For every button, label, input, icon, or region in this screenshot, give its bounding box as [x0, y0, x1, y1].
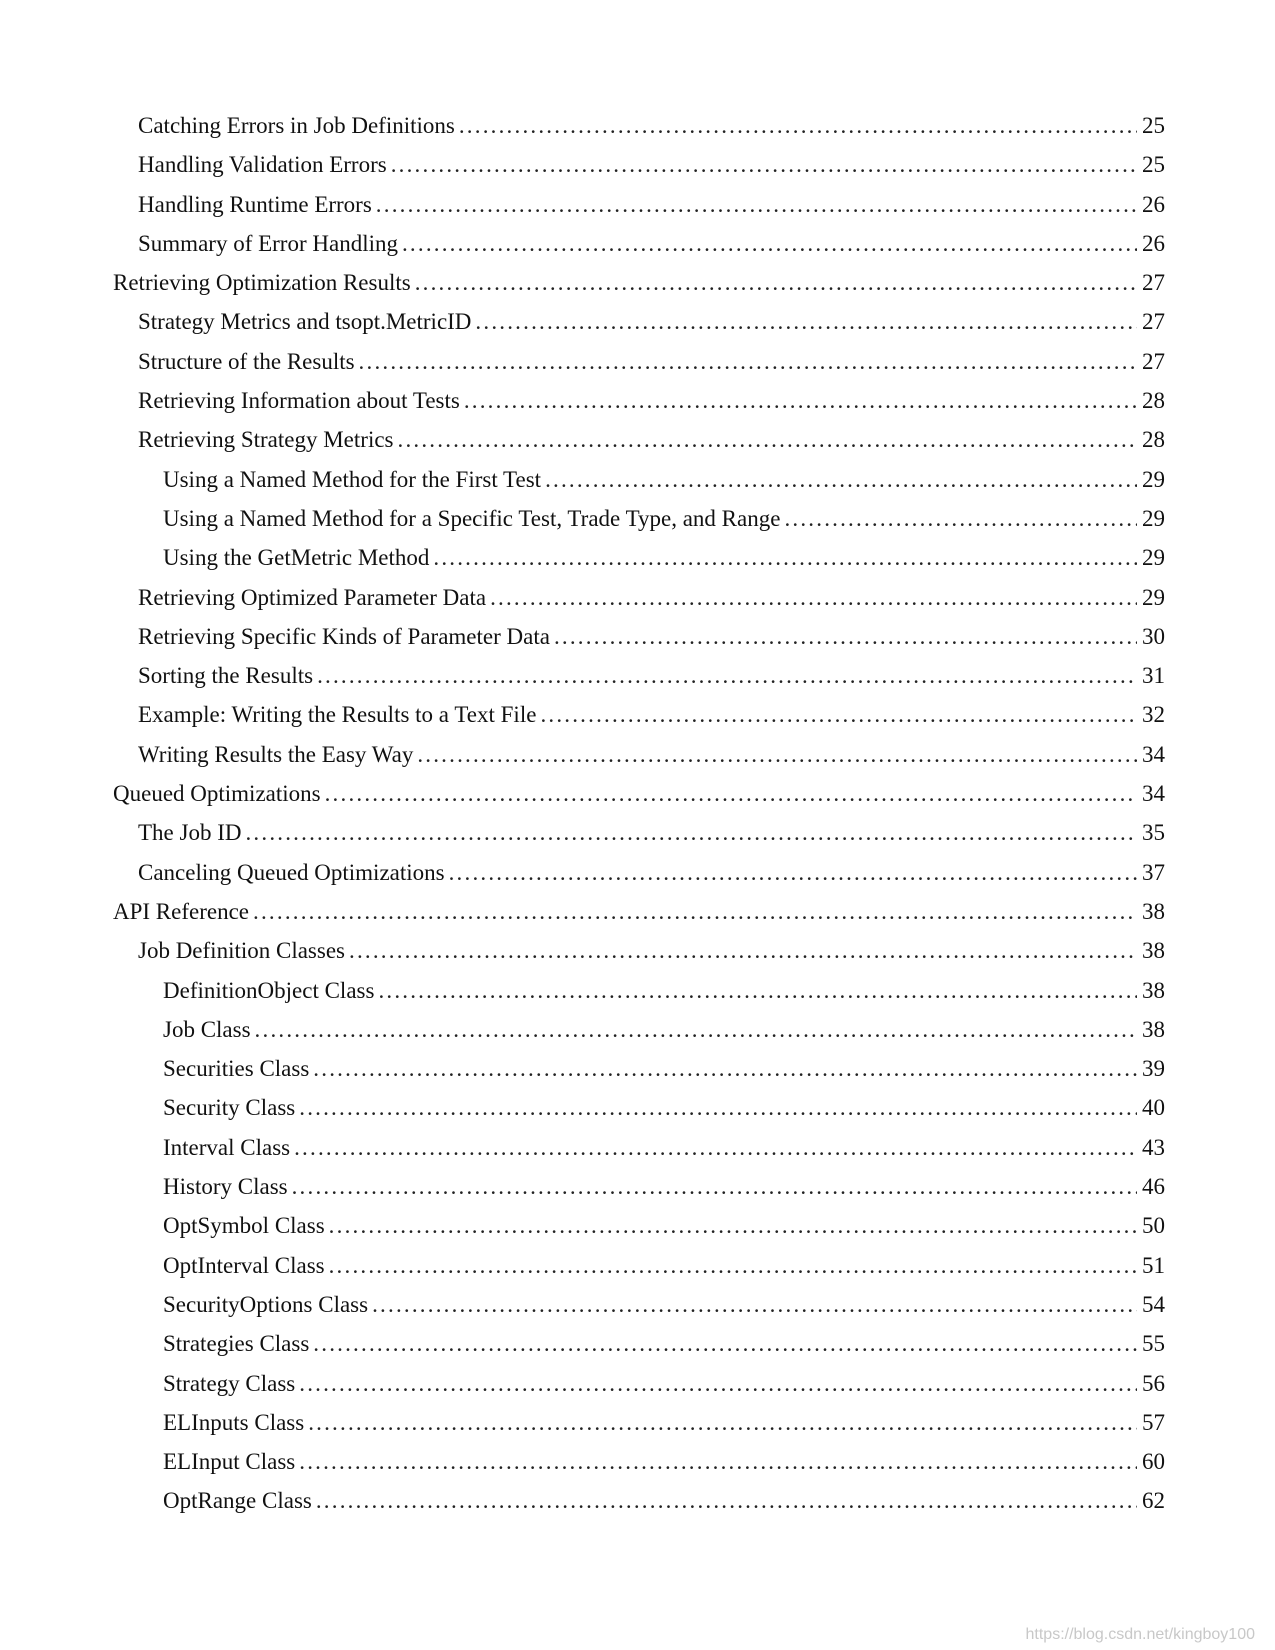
- toc-dot-leader: [376, 185, 1137, 224]
- toc-entry[interactable]: [0, 224, 1275, 263]
- toc-entry-page: 38: [1142, 1016, 1165, 1042]
- toc-dot-leader: [349, 931, 1137, 970]
- toc-entry-title: Strategy Class: [163, 1370, 296, 1396]
- table-of-contents: [0, 106, 1275, 1521]
- toc-entry-title: Summary of Error Handling: [138, 230, 398, 256]
- toc-dot-leader: [308, 1403, 1137, 1442]
- toc-entry[interactable]: [0, 892, 1275, 931]
- toc-entry-page: 38: [1142, 938, 1165, 964]
- toc-entry-page: 34: [1142, 741, 1165, 767]
- toc-entry-title: Example: Writing the Results to a Text File: [138, 702, 537, 728]
- toc-dot-leader: [329, 1206, 1137, 1245]
- toc-entry-page: 34: [1142, 781, 1165, 807]
- toc-entry[interactable]: [0, 1324, 1275, 1363]
- toc-entry-page: 31: [1142, 663, 1165, 689]
- toc-entry[interactable]: [0, 1246, 1275, 1285]
- toc-dot-leader: [294, 1128, 1137, 1167]
- toc-entry-page: 32: [1142, 702, 1165, 728]
- toc-dot-leader: [313, 1049, 1137, 1088]
- toc-dot-leader: [449, 853, 1137, 892]
- toc-entry-title: Sorting the Results: [138, 663, 314, 689]
- toc-entry-title: Security Class: [163, 1095, 296, 1121]
- toc-entry[interactable]: [0, 1442, 1275, 1481]
- toc-entry-page: 38: [1142, 898, 1165, 924]
- toc-dot-leader: [299, 1364, 1137, 1403]
- toc-entry[interactable]: [0, 853, 1275, 892]
- toc-dot-leader: [317, 656, 1137, 695]
- toc-entry-page: 29: [1142, 545, 1165, 571]
- toc-dot-leader: [459, 106, 1137, 145]
- toc-entry-page: 26: [1142, 230, 1165, 256]
- toc-entry[interactable]: [0, 813, 1275, 852]
- toc-entry-title: Structure of the Results: [138, 348, 355, 374]
- toc-dot-leader: [545, 460, 1137, 499]
- toc-entry[interactable]: [0, 538, 1275, 577]
- toc-entry-title: Strategies Class: [163, 1331, 310, 1357]
- toc-dot-leader: [391, 145, 1137, 184]
- toc-entry[interactable]: [0, 420, 1275, 459]
- toc-entry-title: OptInterval Class: [163, 1252, 325, 1278]
- toc-entry-page: 46: [1142, 1174, 1165, 1200]
- toc-entry-title: Using the GetMetric Method: [163, 545, 430, 571]
- toc-entry[interactable]: [0, 1088, 1275, 1127]
- toc-entry-page: 60: [1142, 1449, 1165, 1475]
- toc-entry-page: 37: [1142, 859, 1165, 885]
- toc-entry[interactable]: [0, 931, 1275, 970]
- toc-entry[interactable]: [0, 263, 1275, 302]
- toc-entry-page: 25: [1142, 152, 1165, 178]
- toc-entry-page: 29: [1142, 584, 1165, 610]
- toc-dot-leader: [253, 892, 1137, 931]
- toc-entry-title: ELInputs Class: [163, 1409, 305, 1435]
- toc-dot-leader: [245, 813, 1137, 852]
- toc-entry-title: OptRange Class: [163, 1488, 312, 1514]
- toc-entry[interactable]: [0, 342, 1275, 381]
- toc-dot-leader: [417, 735, 1137, 774]
- toc-entry-title: Retrieving Optimization Results: [113, 270, 411, 296]
- toc-entry[interactable]: [0, 1049, 1275, 1088]
- toc-dot-leader: [313, 1324, 1137, 1363]
- toc-dot-leader: [325, 774, 1137, 813]
- toc-entry-page: 43: [1142, 1134, 1165, 1160]
- toc-entry-page: 29: [1142, 466, 1165, 492]
- toc-entry[interactable]: [0, 617, 1275, 656]
- toc-entry-page: 38: [1142, 977, 1165, 1003]
- toc-entry[interactable]: [0, 735, 1275, 774]
- toc-entry[interactable]: [0, 460, 1275, 499]
- watermark: https://blog.csdn.net/kingboy100: [1025, 1626, 1255, 1643]
- toc-entry-title: Handling Runtime Errors: [138, 191, 372, 217]
- toc-entry-title: Securities Class: [163, 1056, 310, 1082]
- toc-dot-leader: [490, 578, 1137, 617]
- toc-entry-page: 27: [1142, 348, 1165, 374]
- toc-dot-leader: [475, 302, 1137, 341]
- toc-entry[interactable]: [0, 971, 1275, 1010]
- toc-dot-leader: [784, 499, 1137, 538]
- toc-entry-page: 27: [1142, 270, 1165, 296]
- toc-entry-page: 54: [1142, 1291, 1165, 1317]
- toc-dot-leader: [329, 1246, 1137, 1285]
- toc-entry-title: Writing Results the Easy Way: [138, 741, 414, 767]
- toc-entry-page: 62: [1142, 1488, 1165, 1514]
- toc-dot-leader: [378, 971, 1137, 1010]
- toc-entry-title: Canceling Queued Optimizations: [138, 859, 445, 885]
- toc-entry-title: History Class: [163, 1174, 288, 1200]
- toc-entry-title: Catching Errors in Job Definitions: [138, 113, 455, 138]
- toc-entry-page: 29: [1142, 505, 1165, 531]
- toc-entry-title: Job Class: [163, 1016, 251, 1042]
- toc-entry[interactable]: [0, 185, 1275, 224]
- toc-entry[interactable]: [0, 578, 1275, 617]
- toc-entry-title: Using a Named Method for a Specific Test, Trade Type, and Range: [163, 505, 781, 531]
- toc-entry-page: 55: [1142, 1331, 1165, 1357]
- toc-entry-page: 50: [1142, 1213, 1165, 1239]
- toc-entry[interactable]: [0, 1206, 1275, 1245]
- toc-entry-title: DefinitionObject Class: [163, 977, 375, 1003]
- toc-entry-title: Interval Class: [163, 1134, 291, 1160]
- toc-entry-page: 51: [1142, 1252, 1165, 1278]
- toc-entry[interactable]: [0, 695, 1275, 734]
- toc-dot-leader: [433, 538, 1137, 577]
- toc-dot-leader: [372, 1285, 1137, 1324]
- toc-dot-leader: [554, 617, 1137, 656]
- toc-entry[interactable]: [0, 1285, 1275, 1324]
- toc-dot-leader: [398, 420, 1138, 459]
- toc-entry-page: 28: [1142, 388, 1165, 414]
- toc-entry-title: Queued Optimizations: [113, 781, 321, 807]
- toc-entry-page: 35: [1142, 820, 1165, 846]
- toc-dot-leader: [464, 381, 1137, 420]
- toc-entry-page: 57: [1142, 1409, 1165, 1435]
- toc-entry-title: Retrieving Strategy Metrics: [138, 427, 394, 453]
- toc-dot-leader: [359, 342, 1137, 381]
- toc-dot-leader: [316, 1481, 1137, 1520]
- toc-entry-title: Handling Validation Errors: [138, 152, 387, 178]
- toc-dot-leader: [415, 263, 1137, 302]
- toc-entry-title: Retrieving Optimized Parameter Data: [138, 584, 487, 610]
- toc-entry-page: 28: [1142, 427, 1165, 453]
- toc-entry-page: 56: [1142, 1370, 1165, 1396]
- toc-dot-leader: [299, 1088, 1137, 1127]
- toc-entry[interactable]: [0, 499, 1275, 538]
- toc-entry[interactable]: [0, 106, 1275, 145]
- toc-entry[interactable]: [0, 145, 1275, 184]
- toc-entry-title: Retrieving Information about Tests: [138, 388, 460, 414]
- toc-entry-page: 30: [1142, 623, 1165, 649]
- toc-dot-leader: [540, 695, 1137, 734]
- toc-entry[interactable]: [0, 1403, 1275, 1442]
- toc-entry-title: Strategy Metrics and tsopt.MetricID: [138, 309, 472, 335]
- toc-entry[interactable]: [0, 381, 1275, 420]
- toc-entry[interactable]: [0, 1167, 1275, 1206]
- toc-dot-leader: [299, 1442, 1137, 1481]
- toc-entry-title: Retrieving Specific Kinds of Parameter Data: [138, 623, 550, 649]
- toc-entry[interactable]: [0, 1481, 1275, 1520]
- toc-entry[interactable]: [0, 774, 1275, 813]
- toc-entry-page: 25: [1142, 113, 1165, 138]
- toc-entry[interactable]: [0, 656, 1275, 695]
- toc-entry[interactable]: [0, 1364, 1275, 1403]
- toc-entry-title: ELInput Class: [163, 1449, 296, 1475]
- toc-entry-title: OptSymbol Class: [163, 1213, 325, 1239]
- toc-entry-page: 26: [1142, 191, 1165, 217]
- toc-entry[interactable]: [0, 1128, 1275, 1167]
- toc-entry[interactable]: [0, 1010, 1275, 1049]
- toc-entry-title: Using a Named Method for the First Test: [163, 466, 542, 492]
- toc-entry-title: Job Definition Classes: [138, 938, 345, 964]
- toc-entry-page: 40: [1142, 1095, 1165, 1121]
- toc-dot-leader: [255, 1010, 1137, 1049]
- toc-dot-leader: [402, 224, 1137, 263]
- toc-entry-title: The Job ID: [138, 820, 242, 846]
- toc-dot-leader: [292, 1167, 1137, 1206]
- toc-entry-page: 27: [1142, 309, 1165, 335]
- toc-entry-page: 39: [1142, 1056, 1165, 1082]
- toc-entry-title: API Reference: [113, 898, 250, 924]
- toc-entry-title: SecurityOptions Class: [163, 1291, 369, 1317]
- toc-entry[interactable]: [0, 302, 1275, 341]
